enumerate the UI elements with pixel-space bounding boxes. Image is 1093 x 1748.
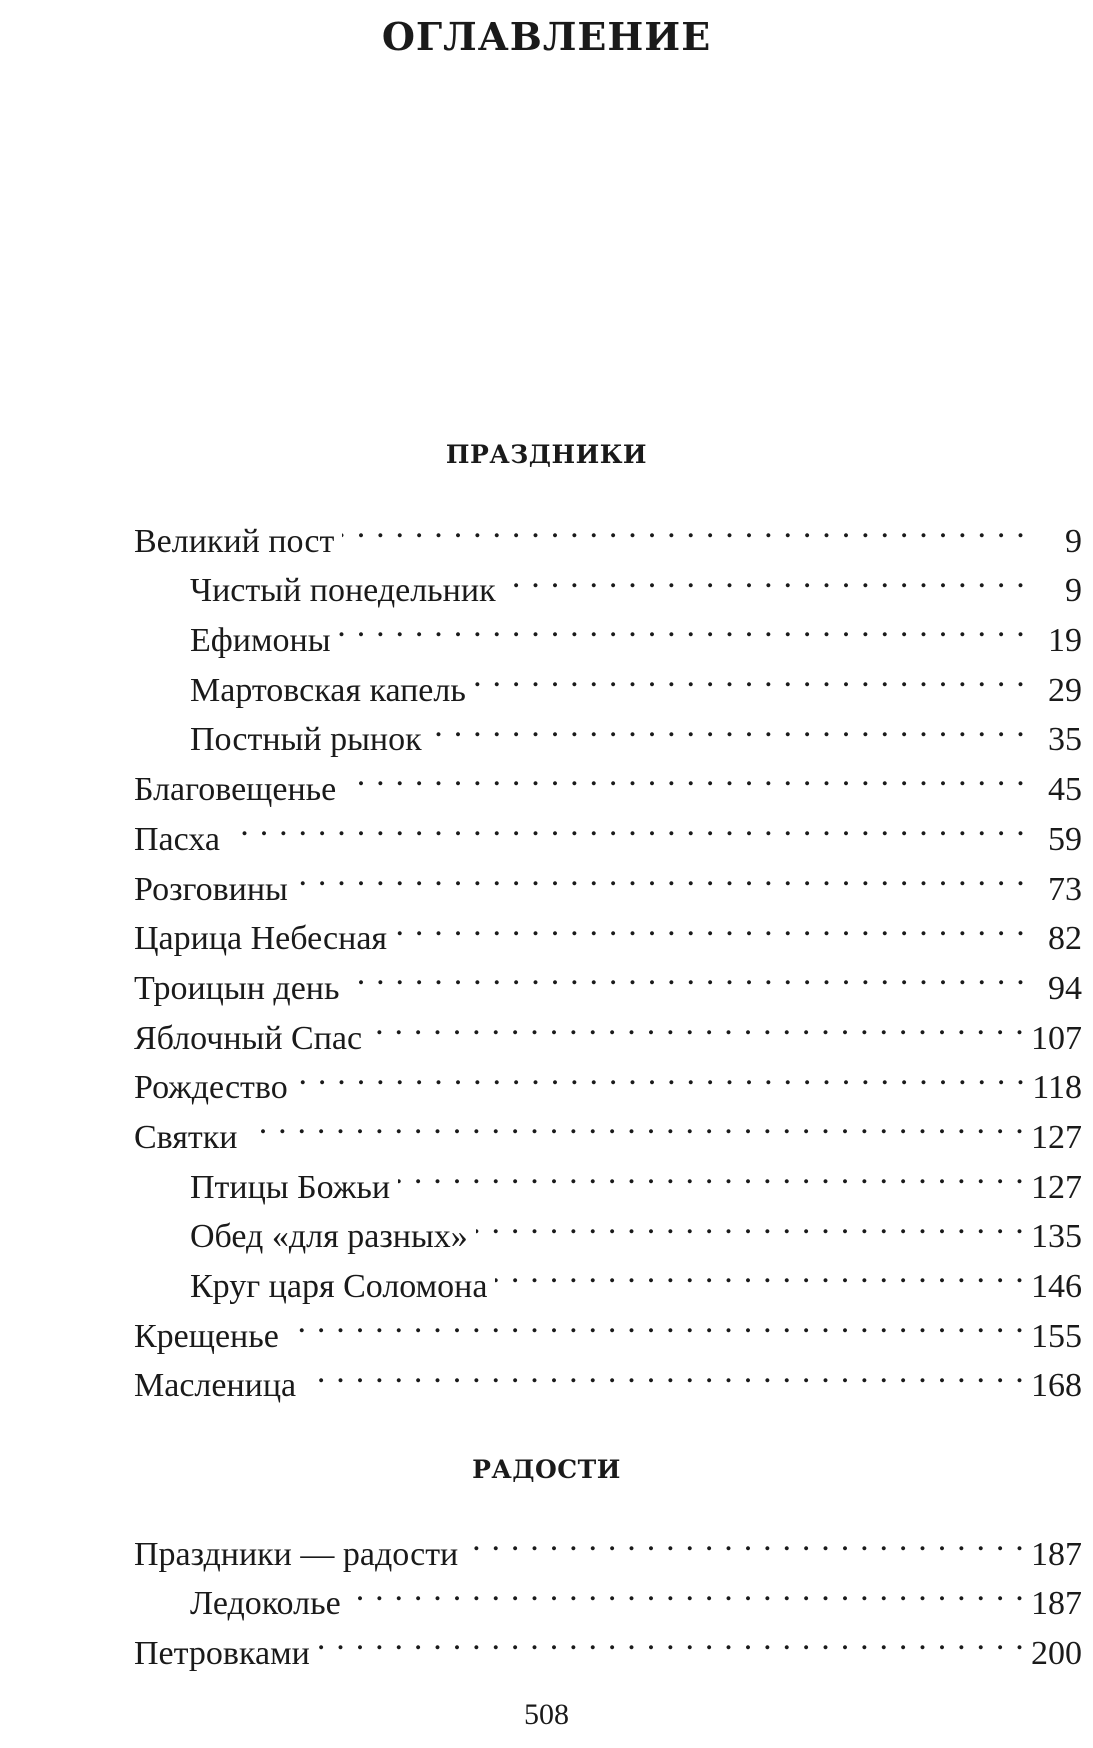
- toc-entry-page: 118: [1032, 1069, 1082, 1107]
- toc-entry-page: 135: [1031, 1218, 1082, 1256]
- toc-entry-title: Мартовская капель: [190, 671, 466, 709]
- toc-entry-title: Рождество: [134, 1069, 288, 1107]
- toc-leader-dots: [304, 1347, 1025, 1397]
- toc-entry-title: Розговины: [134, 870, 288, 908]
- page-number: 508: [524, 1698, 569, 1731]
- toc-list-radosti: [134, 1515, 1082, 1673]
- toc-leader-dots: [344, 750, 1026, 800]
- toc-list-prazdniki: [134, 502, 1082, 1405]
- toc-leader-dots: [296, 850, 1026, 900]
- toc-entry-page: 45: [1048, 771, 1082, 809]
- toc-entry-page: 9: [1065, 572, 1082, 610]
- toc-entry[interactable]: [134, 502, 1082, 560]
- toc-entry-page: 59: [1048, 820, 1082, 858]
- toc-leader-dots: [296, 1049, 1026, 1099]
- toc-leader-dots: [395, 900, 1026, 950]
- toc-entry-title: Великий пост: [134, 522, 335, 560]
- toc-leader-dots: [466, 1515, 1025, 1565]
- toc-entry-page: 146: [1031, 1268, 1082, 1305]
- toc-entry-page: 127: [1031, 1118, 1082, 1156]
- toc-entry-page: 168: [1031, 1367, 1082, 1405]
- toc-entry-title: Святки: [134, 1118, 238, 1156]
- toc-leader-dots: [474, 651, 1026, 701]
- toc-entry-title: Праздники — радости: [134, 1535, 459, 1573]
- toc-entry-page: 9: [1065, 522, 1082, 560]
- toc-leader-dots: [287, 1297, 1025, 1347]
- toc-leader-dots: [504, 552, 1026, 602]
- toc-entry[interactable]: [134, 1148, 1082, 1206]
- toc-entry-title: Постный рынок: [190, 721, 422, 759]
- toc-leader-dots: [339, 601, 1026, 651]
- toc-entry-title: Чистый понедельник: [190, 572, 496, 610]
- toc-entry-title: Пасха: [134, 820, 220, 858]
- toc-leader-dots: [430, 701, 1026, 751]
- toc-entry[interactable]: [134, 850, 1082, 908]
- toc-entry-page: 187: [1031, 1535, 1082, 1573]
- toc-leader-dots: [476, 1198, 1025, 1248]
- toc-leader-dots: [348, 949, 1027, 999]
- toc-entry-page: 127: [1031, 1168, 1082, 1206]
- toc-entry-title: Петровками: [134, 1635, 310, 1673]
- toc-entry-title: Царица Небесная: [134, 920, 388, 958]
- toc-entry-page: 35: [1048, 721, 1082, 759]
- toc-entry-page: 73: [1048, 870, 1082, 908]
- toc-entry-page: 107: [1031, 1019, 1082, 1057]
- toc-entry[interactable]: [134, 1515, 1082, 1573]
- toc-entry-title: Яблочный Спас: [134, 1019, 363, 1057]
- toc-entry-title: Благовещенье: [134, 771, 337, 809]
- toc-entry-title: Птицы Божьи: [190, 1168, 391, 1206]
- toc-entry-page: 29: [1048, 671, 1082, 709]
- toc-entry-title: Обед «для разных»: [190, 1218, 468, 1256]
- toc-entry-page: 187: [1031, 1585, 1082, 1623]
- page-title: ОГЛАВЛЕНИЕ: [381, 14, 712, 59]
- toc-entry-page: 19: [1048, 622, 1082, 660]
- toc-entry-title: Ефимоны: [190, 622, 331, 660]
- toc-entry-page: 200: [1031, 1635, 1082, 1673]
- toc-leader-dots: [495, 1247, 1025, 1297]
- toc-entry[interactable]: [134, 800, 1082, 858]
- toc-leader-dots: [318, 1614, 1025, 1664]
- toc-leader-dots: [370, 999, 1025, 1049]
- toc-entry-title: Крещенье: [134, 1317, 279, 1355]
- toc-entry-title: Круг царя Соломона: [190, 1268, 488, 1305]
- toc-entry-page: 94: [1048, 969, 1082, 1007]
- toc-leader-dots: [342, 502, 1026, 552]
- toc-leader-dots: [228, 800, 1026, 850]
- toc-entry[interactable]: [134, 1098, 1082, 1156]
- toc-leader-dots: [398, 1148, 1025, 1198]
- toc-entry-page: 155: [1031, 1317, 1082, 1355]
- toc-leader-dots: [349, 1565, 1025, 1615]
- toc-entry-title: Троицын день: [134, 969, 340, 1007]
- section-heading-radosti: РАДОСТИ: [472, 1455, 621, 1484]
- toc-entry-title: Ледоколье: [190, 1585, 341, 1623]
- toc-leader-dots: [246, 1098, 1026, 1148]
- section-heading-prazdniki: ПРАЗДНИКИ: [445, 440, 648, 469]
- toc-entry-title: Масленица: [134, 1367, 297, 1405]
- toc-entry-page: 82: [1048, 920, 1082, 958]
